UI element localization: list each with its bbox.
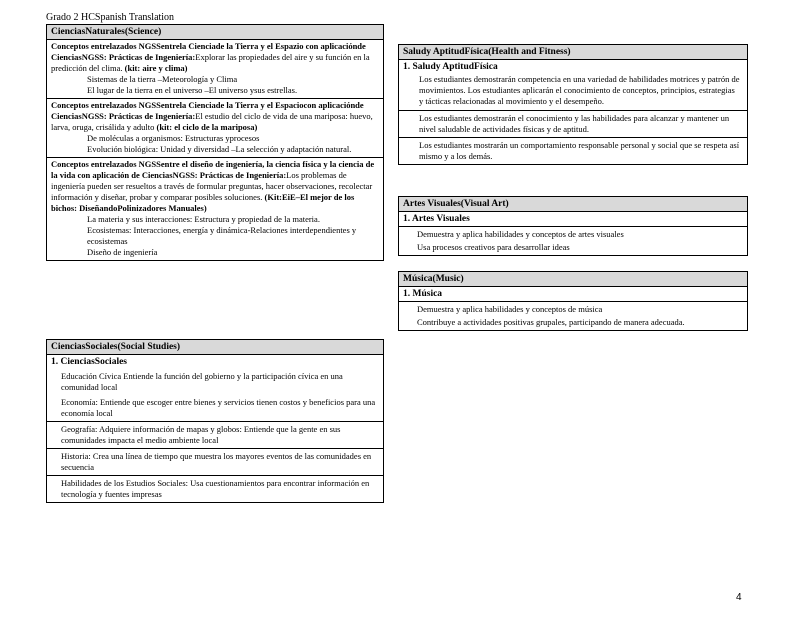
list-item: El lugar de la tierra en el universo –El universo ysus estrellas.: [51, 85, 379, 96]
list-item: Los estudiantes demostrarán competencia en una variedad de habilidades motrices y patrón de movimientos. Los estudiantes aplicarán el conocimiento de conceptos, principios, estrategias y tácticas relacionadas al movimiento y el desempeño.: [419, 74, 740, 106]
list-item: Evolución biológica: Unidad y diversidad –La selección y adaptación natural.: [51, 144, 379, 155]
health-fitness-header: Saludy AptitudFísica(Health and Fitness): [399, 45, 747, 60]
list-item: Habilidades de los Estudios Sociales: Usa cuestionamientos para encontrar información en tecnología y fuentes impresas: [47, 475, 383, 502]
list-item: Contribuye a actividades positivas grupales, participando de manera adecuada.: [417, 317, 685, 327]
science-block-title: Conceptos entrelazados NGSSentrela Cienciade la Tierra y el Espaciocon aplicaciónde CienciasNGSS: Prácticas de Ingeniería:: [51, 100, 364, 121]
list-item: Economía: Entiende que escoger entre bienes y servicios tienen costos y beneficios para una economía local: [61, 397, 376, 418]
science-header: CienciasNaturales(Science): [47, 25, 383, 40]
list-item: Ecosistemas: Interacciones, energía y dinámica-Relaciones interdependientes y ecosistemas: [51, 225, 379, 247]
list-item: Usa procesos creativos para desarrollar ideas: [417, 242, 570, 252]
list-item: Historia: Crea una línea de tiempo que muestra los mayores eventos de las comunidades en secuencia: [47, 448, 383, 475]
visual-art-subheader: 1. Artes Visuales: [399, 212, 747, 227]
science-block-body: Los problemas de ingeniería pueden ser resueltos a través de formular preguntas, hacer observaciones, recolectar información y diseñar, probar y comparar posibles soluciones.: [51, 170, 373, 202]
list-item: Diseño de ingeniería: [51, 247, 379, 258]
bullet-icon: [67, 85, 87, 96]
list-item: Educación Cívica Entiende la función del gobierno y la participación cívica en una comunidad local: [61, 371, 343, 392]
list-item: Los estudiantes demostrarán el conocimiento y las habilidades para alcanzar y mantener un nivel saludable de actividades físicas y de aptitud.: [399, 110, 747, 137]
science-block-3: [47, 158, 383, 260]
science-block-2: [47, 99, 383, 158]
science-block-body: Explorar las propiedades del aire y su función en la predicción del clima.: [51, 52, 370, 73]
bullet-icon: [67, 133, 87, 144]
document-title: Grado 2 HCSpanish Translation: [46, 12, 175, 23]
health-fitness-subheader: 1. Saludy AptitudFísica: [403, 62, 498, 72]
list-item: Los estudiantes mostrarán un comportamiento responsable personal y social que se respeta así mismo y a los demás.: [399, 137, 747, 164]
science-block-title: Conceptos entrelazados NGSSentrela Cienciade la Tierra y el Espazio con aplicaciónde CienciasNGSS: Prácticas de Ingeniería:: [51, 41, 366, 62]
science-block-title: Conceptos entrelazados NGSSentre el diseño de ingeniería, la ciencia física y la ciencia de la vida con aplicación de CienciasNGSS: Prácticas de Ingeniería:: [51, 159, 375, 180]
list-item: Demuestra y aplica habilidades y conceptos de música: [417, 304, 603, 314]
bullet-icon: [67, 247, 87, 258]
science-section: [46, 24, 384, 261]
science-block-1: [47, 40, 383, 99]
music-header: Música(Music): [399, 272, 747, 287]
science-kit-label: (kit: el ciclo de la mariposa): [156, 122, 258, 132]
music-section: [398, 271, 748, 331]
bullet-icon: [67, 74, 87, 85]
list-item: De moléculas a organismos: Estructuras yprocesos: [51, 133, 379, 144]
list-item: Geografía: Adquiere información de mapas y globos: Entiende que la gente en sus comunidades impacta el medio ambiente local: [47, 421, 383, 448]
health-fitness-section: [398, 44, 748, 165]
visual-art-section: [398, 196, 748, 256]
bullet-icon: [67, 214, 87, 225]
social-studies-subheader: 1. CienciasSociales: [51, 357, 127, 367]
page-number: 4: [736, 592, 742, 603]
visual-art-header: Artes Visuales(Visual Art): [399, 197, 747, 212]
social-studies-section: [46, 339, 384, 503]
science-kit-label: (kit: aire y clima): [124, 63, 188, 73]
list-item: Sistemas de la tierra –Meteorología y Clima: [51, 74, 379, 85]
social-studies-header: CienciasSociales(Social Studies): [47, 340, 383, 355]
list-item: La materia y sus interacciones: Estructura y propiedad de la materia.: [51, 214, 379, 225]
science-block-body: El estudio del ciclo de vida de una mariposa: huevo, larva, oruga, crisálida y adulto: [51, 111, 373, 132]
list-item: Demuestra y aplica habilidades y conceptos de artes visuales: [417, 229, 624, 239]
science-kit-label: (Kit:EiE–El mejor de los bichos: DiseñandoPolinizadores Manuales): [51, 192, 355, 213]
bullet-icon: [67, 225, 87, 247]
music-subheader: 1. Música: [399, 287, 747, 302]
bullet-icon: [67, 144, 87, 155]
